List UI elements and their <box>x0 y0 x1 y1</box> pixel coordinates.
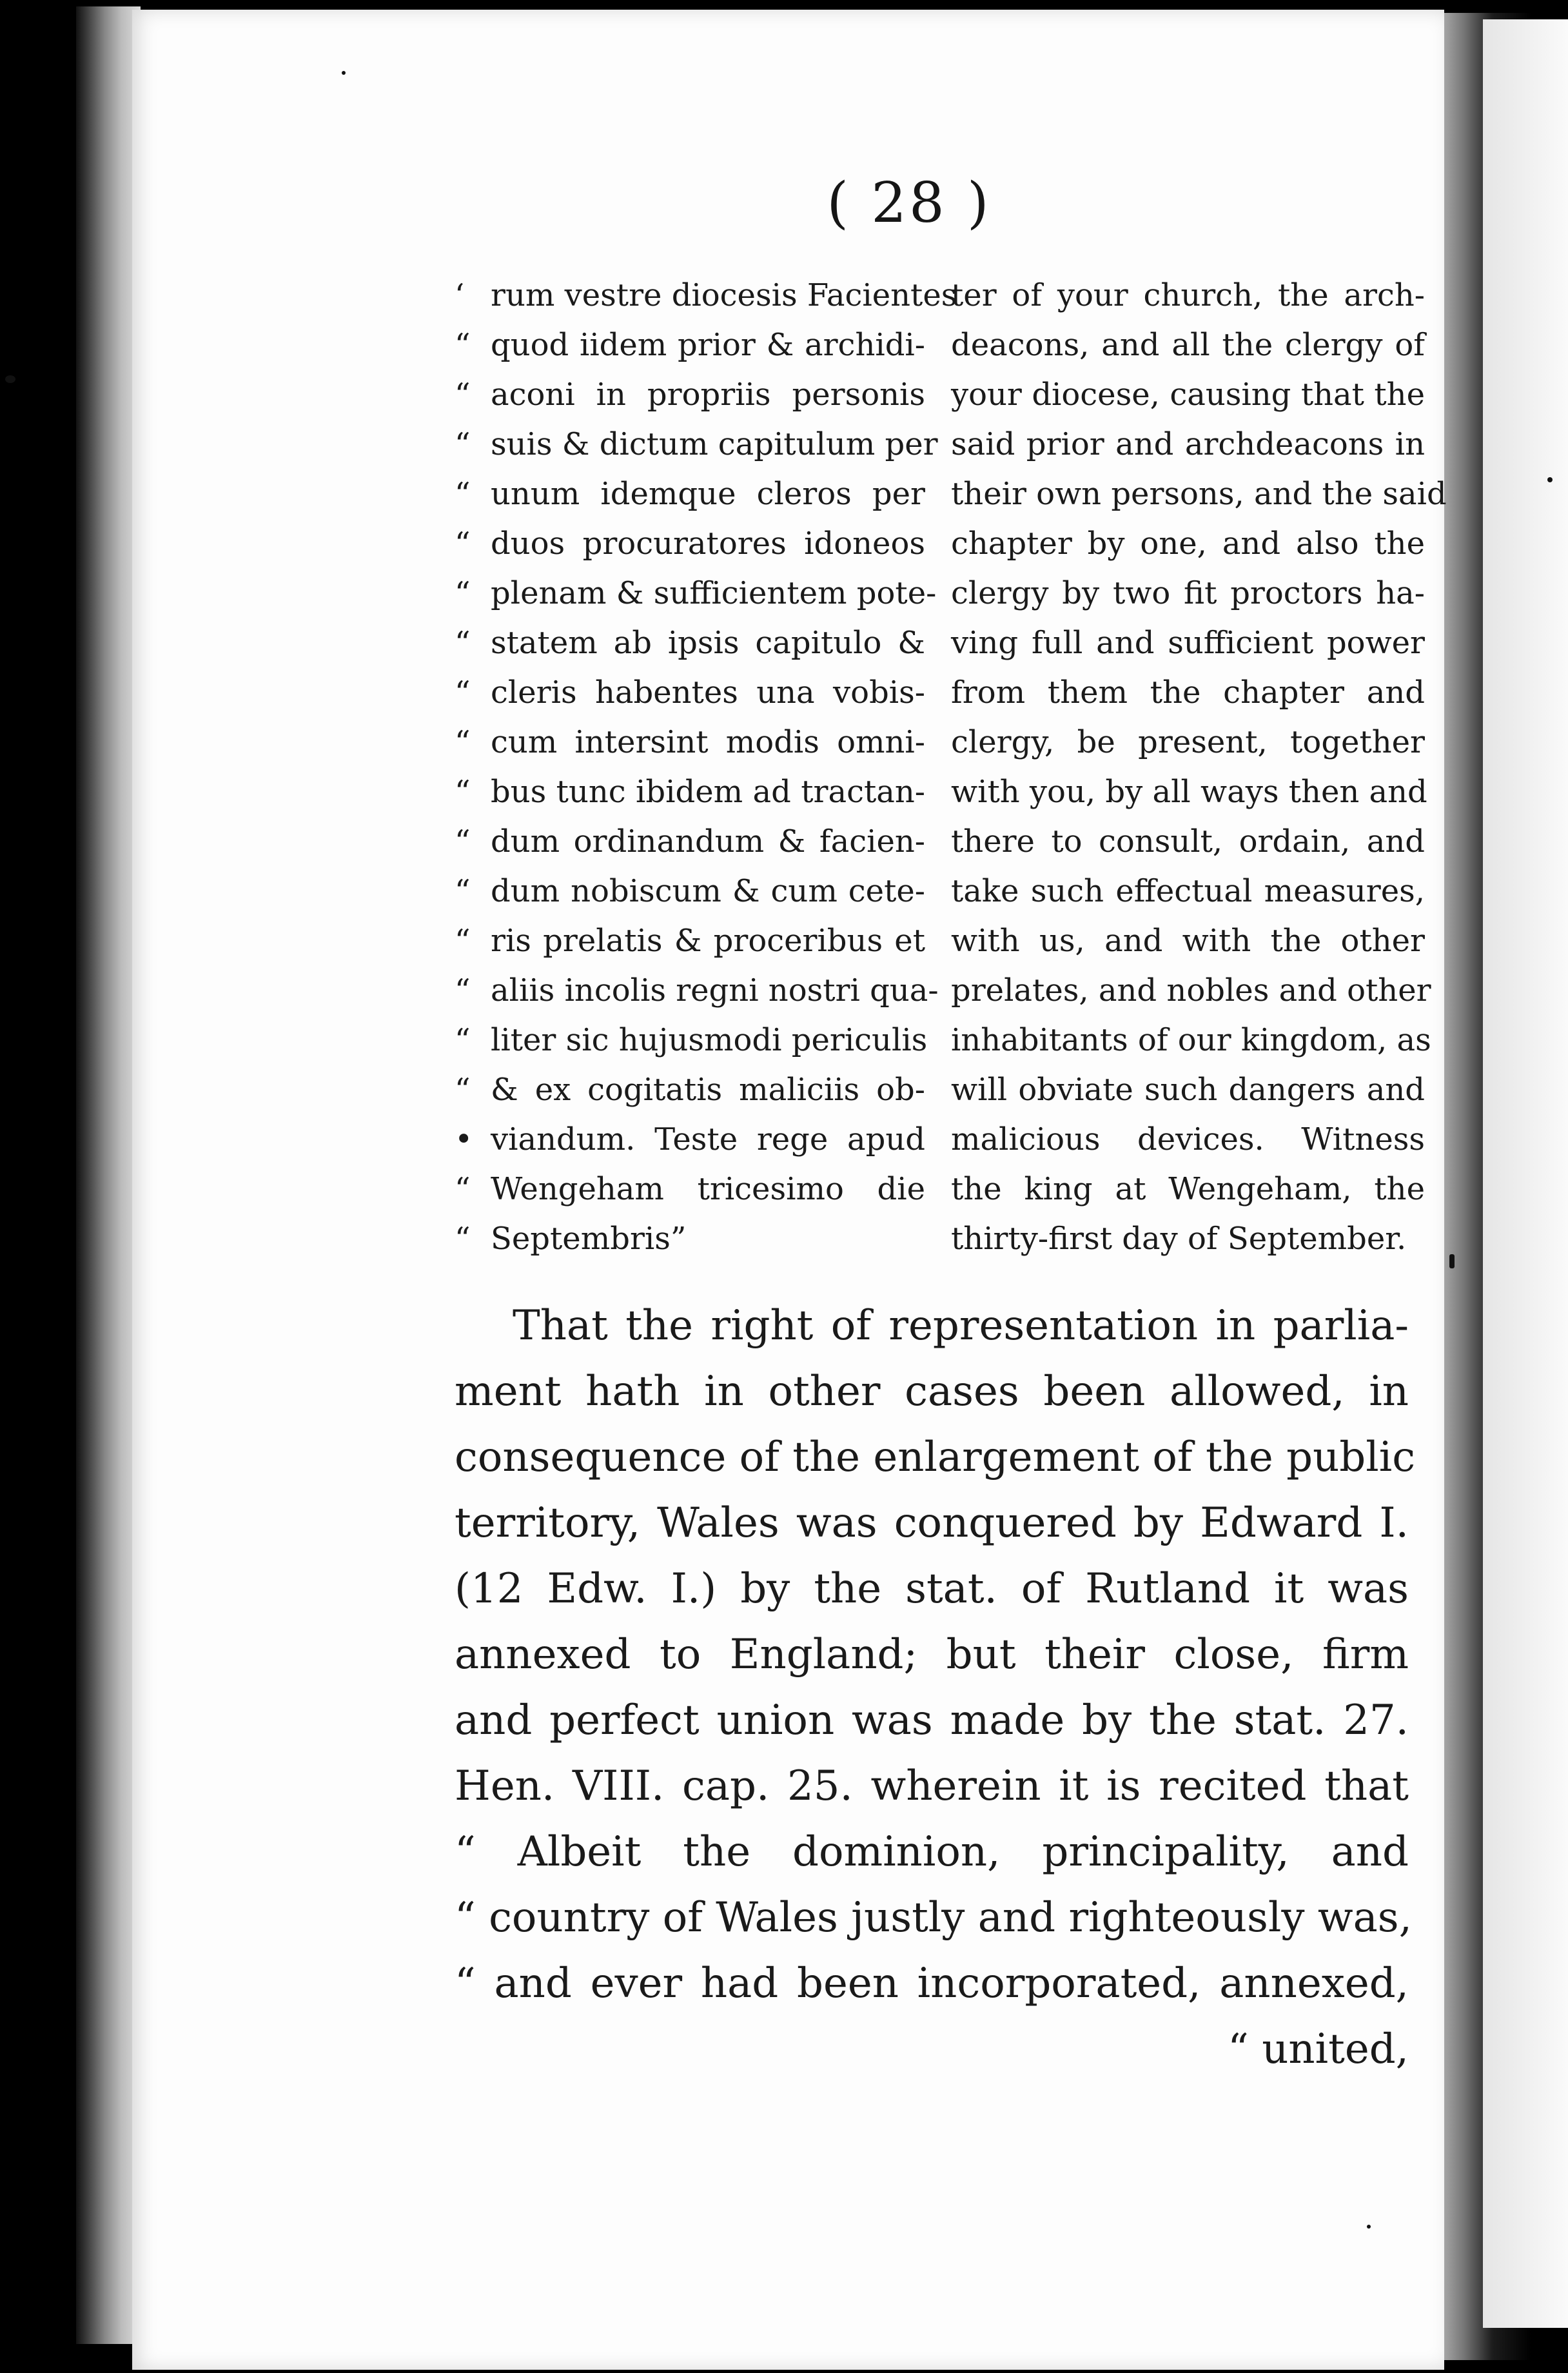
body-line: (12 Edw. I.) by the stat. of Rutland it was <box>455 1565 1409 1613</box>
english-line: their own persons, and the said <box>951 476 1447 512</box>
quote-mark: “ <box>455 1022 471 1058</box>
body-line: annexed to England; but their close, firm <box>455 1631 1409 1679</box>
english-line: ter of your church, the arch- <box>951 277 1425 313</box>
latin-text: liter sic hujusmodi periculis <box>491 1022 928 1058</box>
quote-mark: “ <box>455 823 471 860</box>
latin-line <box>455 519 925 569</box>
quote-mark: “ <box>455 1221 471 1257</box>
latin-text: plenam & sufficientem pote- <box>491 575 937 611</box>
english-line: your diocese, causing that the <box>951 377 1425 413</box>
latin-line <box>455 469 925 519</box>
ink-speck <box>342 71 346 75</box>
latin-line <box>455 370 925 420</box>
latin-text: & ex cogitatis maliciis ob- <box>491 1072 925 1108</box>
english-line: said prior and archdeacons in <box>951 426 1425 462</box>
body-line: ment hath in other cases been allowed, in <box>455 1368 1409 1415</box>
body-paragraph <box>455 1293 1416 2082</box>
latin-line <box>455 271 957 320</box>
english-line: from them the chapter and <box>951 674 1425 711</box>
english-line: with us, and with the other <box>951 923 1425 959</box>
english-line: thirty-first day of September. <box>951 1221 1407 1257</box>
facing-page <box>1483 19 1568 2328</box>
quote-mark: “ <box>455 377 471 413</box>
body-line: “ country of Wales justly and righteously was, <box>455 1894 1412 1942</box>
ink-speck <box>1367 2225 1371 2229</box>
latin-line <box>455 966 939 1016</box>
latin-text: Wengeham tricesimo die <box>491 1171 925 1207</box>
latin-line <box>455 867 925 916</box>
english-line: clergy, be present, together <box>951 724 1425 760</box>
body-line: That the right of representation in parlia- <box>513 1302 1409 1350</box>
latin-line <box>455 420 938 469</box>
body-line: “ Albeit the dominion, principality, and <box>455 1828 1409 1876</box>
latin-text: cum intersint modis omni- <box>491 724 925 760</box>
english-line: there to consult, ordain, and <box>951 823 1425 860</box>
body-line: “ and ever had been incorporated, annexed, <box>455 1960 1409 2007</box>
quote-mark: “ <box>455 1072 471 1108</box>
latin-text: statem ab ipsis capitulo & <box>491 625 925 661</box>
quote-mark: “ <box>455 674 471 711</box>
latin-line <box>455 916 925 966</box>
latin-text: aliis incolis regni nostri qua- <box>491 972 939 1009</box>
latin-line <box>455 668 925 718</box>
english-line: deacons, and all the clergy of <box>951 327 1425 363</box>
latin-line <box>455 767 925 817</box>
latin-text: cleris habentes una vobis- <box>491 674 925 711</box>
latin-text: suis & dictum capitulum per <box>491 426 938 462</box>
latin-text: unum idemque cleros per <box>491 476 925 512</box>
latin-text: viandum. Teste rege apud <box>491 1121 925 1157</box>
body-line: Hen. VIII. cap. 25. wherein it is recited that <box>455 1762 1409 1810</box>
quote-mark: “ <box>455 625 471 661</box>
latin-line <box>455 320 925 370</box>
latin-line <box>455 1115 925 1165</box>
latin-line <box>455 1016 928 1065</box>
english-line: clergy by two fit proctors ha- <box>951 575 1425 611</box>
quote-mark: “ <box>455 972 471 1009</box>
english-line: will obviate such dangers and <box>951 1072 1425 1108</box>
body-line: and perfect union was made by the stat. 27. <box>455 1697 1409 1744</box>
english-line: chapter by one, and also the <box>951 526 1425 562</box>
english-line: the king at Wengeham, the <box>951 1171 1425 1207</box>
quote-mark: “ <box>455 575 471 611</box>
english-line: inhabitants of our kingdom, as <box>951 1022 1431 1058</box>
latin-line <box>455 718 925 767</box>
quote-mark: ‘ <box>455 277 465 313</box>
book-edge-left <box>76 6 141 2344</box>
quote-mark: “ <box>455 426 471 462</box>
book-page <box>132 10 1447 2370</box>
english-line: prelates, and nobles and other <box>951 972 1431 1009</box>
ink-speck <box>1547 477 1553 482</box>
latin-text: quod iidem prior & archidi- <box>491 327 925 363</box>
quote-mark: “ <box>455 476 471 512</box>
quote-mark: “ <box>455 327 471 363</box>
latin-text: dum ordinandum & facien- <box>491 823 925 860</box>
ink-speck <box>5 375 15 383</box>
quote-mark: “ <box>455 923 471 959</box>
quote-mark: “ <box>455 1171 471 1207</box>
latin-line <box>455 1065 925 1115</box>
english-line: take such effectual measures, <box>951 873 1425 909</box>
latin-column <box>455 271 957 1264</box>
catchword: “ united, <box>1228 2025 1409 2073</box>
latin-text: ris prelatis & proceribus et <box>491 923 925 959</box>
latin-line <box>455 618 925 668</box>
latin-line <box>455 1165 925 1214</box>
quote-mark: “ <box>455 724 471 760</box>
latin-text: rum vestre diocesis Facientes <box>491 277 957 313</box>
body-line: territory, Wales was conquered by Edward I. <box>455 1499 1409 1547</box>
latin-text: Septembris” <box>491 1221 687 1257</box>
ink-blot-mark: • <box>455 1121 473 1157</box>
body-line: consequence of the enlargement of the public <box>455 1433 1416 1481</box>
latin-line <box>455 1214 925 1264</box>
latin-line <box>455 817 925 867</box>
english-line: ving full and sufficient power <box>951 625 1425 661</box>
quote-mark: “ <box>455 526 471 562</box>
english-line: with you, by all ways then and <box>951 774 1427 810</box>
latin-line <box>455 569 937 618</box>
ink-speck <box>1449 1254 1455 1268</box>
quote-mark: “ <box>455 873 471 909</box>
latin-text: dum nobiscum & cum cete- <box>491 873 925 909</box>
english-column <box>951 271 1447 1264</box>
latin-text: duos procuratores idoneos <box>491 526 925 562</box>
latin-text: aconi in propriis personis <box>491 377 925 413</box>
english-line: malicious devices. Witness <box>951 1121 1425 1157</box>
latin-text: bus tunc ibidem ad tractan- <box>491 774 925 810</box>
quote-mark: “ <box>455 774 471 810</box>
page-number: ( 28 ) <box>827 171 992 235</box>
